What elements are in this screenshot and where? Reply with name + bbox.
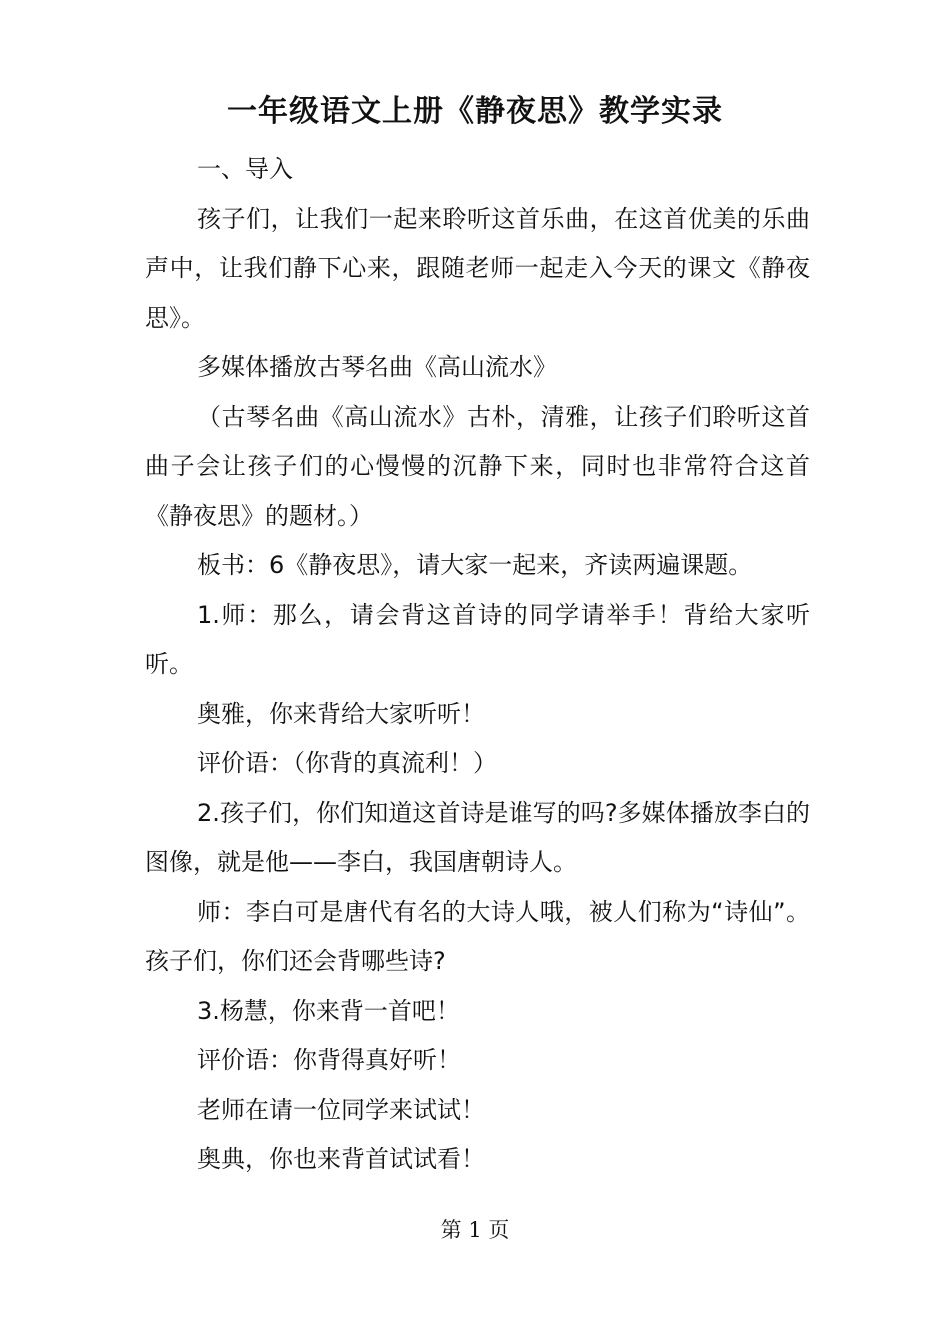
paragraph: 师：李白可是唐代有名的大诗人哦，被人们称为“诗仙”。孩子们，你们还会背哪些诗?	[145, 897, 810, 975]
document-body	[145, 145, 810, 1185]
paragraph: 评价语：你背得真好听！	[197, 1046, 461, 1074]
paragraph: 评价语：（你背的真流利！）	[197, 749, 497, 777]
paragraph: 孩子们，让我们一起来聆听这首乐曲，在这首优美的乐曲声中，让我们静下心来，跟随老师一起走入今天的课文《静夜思》。	[145, 204, 810, 332]
page-number: 第 1 页	[440, 1218, 510, 1242]
paragraph: 板书：6《静夜思》，请大家一起来，齐读两遍课题。	[197, 551, 753, 579]
paragraph: 1.师：那么，请会背这首诗的同学请举手！背给大家听听。	[145, 600, 810, 678]
paragraph: （古琴名曲《高山流水》古朴，清雅，让孩子们聆听这首曲子会让孩子们的心慢慢的沉静下来，同时也非常符合这首《静夜思》的题材。）	[145, 402, 810, 530]
paragraph: 奥雅，你来背给大家听听！	[197, 699, 485, 728]
paragraph: 多媒体播放古琴名曲《高山流水》	[197, 353, 557, 381]
paragraph-heading-intro: 一、导入	[197, 155, 293, 183]
document-title: 一年级语文上册《静夜思》教学实录	[227, 94, 723, 129]
paragraph: 老师在请一位同学来试试！	[197, 1095, 485, 1124]
paragraph: 3.杨慧，你来背一首吧！	[197, 996, 460, 1025]
paragraph: 2.孩子们，你们知道这首诗是谁写的吗?多媒体播放李白的图像，就是他——李白，我国唐朝诗人。	[145, 798, 810, 876]
paragraph: 奥典，你也来背首试试看！	[197, 1145, 485, 1173]
